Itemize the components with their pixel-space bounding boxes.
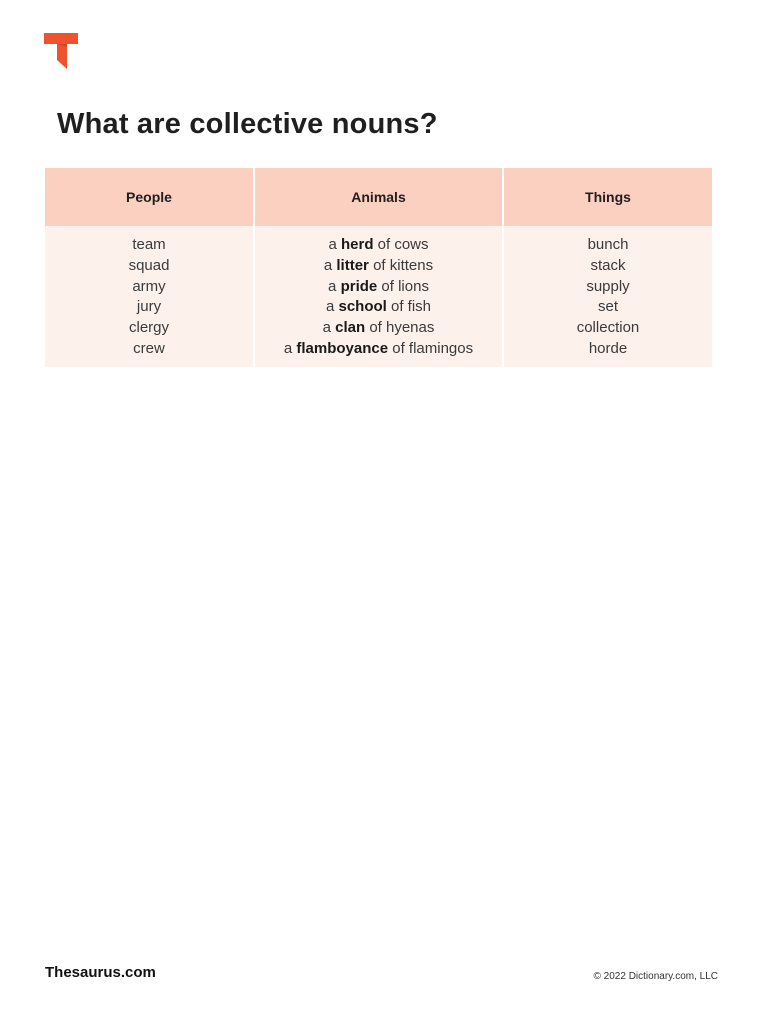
animals-item: a school of fish (325, 298, 432, 316)
animals-item: a clan of hyenas (322, 319, 435, 337)
people-item: team (132, 236, 166, 253)
header-things: Things (504, 168, 712, 226)
people-item: squad (128, 256, 170, 274)
footer-copyright: © 2022 Dictionary.com, LLC (593, 971, 718, 982)
header-animals: Animals (255, 168, 502, 226)
things-item: bunch (587, 236, 629, 253)
things-cell (504, 226, 712, 367)
people-item: clergy (128, 319, 169, 337)
thesaurus-logo-icon[interactable] (44, 33, 78, 69)
things-item: stack (590, 256, 626, 274)
people-item: army (132, 277, 166, 295)
people-cell (45, 226, 253, 367)
things-item: set (597, 298, 618, 316)
page-title: What are collective nouns? (57, 108, 438, 140)
footer-brand: Thesaurus.com (45, 964, 156, 981)
people-item: jury (136, 298, 162, 316)
animals-item: a litter of kittens (323, 256, 434, 274)
things-item: supply (586, 277, 630, 295)
header-people: People (45, 168, 253, 226)
animals-item: a pride of lions (328, 277, 429, 295)
people-item: crew (133, 339, 165, 357)
animals-cell (255, 226, 502, 367)
animals-item: a flamboyance of flamingos (283, 339, 474, 357)
things-item: horde (588, 339, 628, 357)
animals-item: a herd of cows (328, 236, 429, 253)
collective-nouns-table (45, 168, 712, 367)
things-item: collection (576, 319, 640, 337)
